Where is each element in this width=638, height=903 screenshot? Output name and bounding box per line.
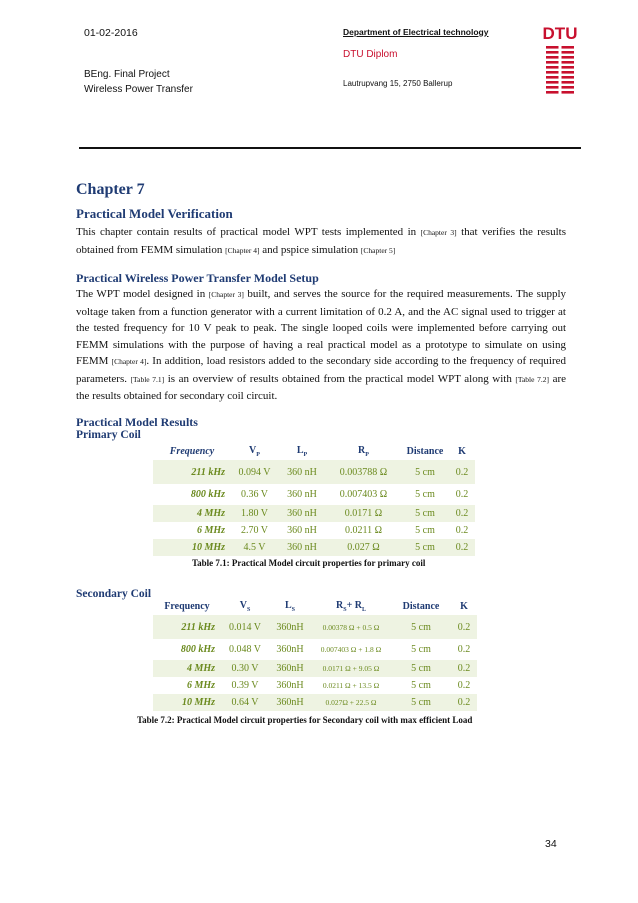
table1-caption: Table 7.1: Practical Model circuit properties for primary coil xyxy=(192,558,426,568)
results-heading: Practical Model Results xyxy=(76,415,198,429)
table2-caption: Table 7.2: Practical Model circuit properties for Secondary coil with max efficient Load xyxy=(137,715,473,725)
cell-frequency: 4 MHz xyxy=(153,505,231,522)
header-department: Department of Electrical technology xyxy=(343,27,489,37)
cell-resistance: 0.0171 Ω + 9.05 Ω xyxy=(311,660,391,677)
header-project-subtitle: Wireless Power Transfer xyxy=(84,84,193,95)
cell-frequency: 6 MHz xyxy=(186,680,215,691)
cell-k: 0.2 xyxy=(455,525,469,536)
table-header-row xyxy=(153,442,475,460)
table-row xyxy=(153,694,477,711)
table-row xyxy=(153,677,477,694)
cell-k: 0.2 xyxy=(457,644,471,655)
cell-inductance: 360 nH xyxy=(287,489,317,500)
table-row xyxy=(153,660,477,677)
header-diplom: DTU Diplom xyxy=(343,49,398,60)
cell-inductance: 360 nH xyxy=(278,460,326,484)
cell-voltage: 0.014 V xyxy=(221,615,269,639)
cell-voltage: 1.80 V xyxy=(231,505,278,522)
cell-frequency: 4 MHz xyxy=(153,660,221,677)
cell-distance: 5 cm xyxy=(401,539,449,556)
cell-distance: 5 cm xyxy=(415,489,435,500)
cell-resistance: 0.007403 Ω xyxy=(339,489,388,500)
header-project xyxy=(84,67,193,97)
secondary-coil-table xyxy=(153,597,477,711)
section-title: Practical Model Verification xyxy=(76,206,233,221)
cell-resistance: 0.007403 Ω + 1.8 Ω xyxy=(320,645,382,654)
cell-resistance: 0.0171 Ω xyxy=(326,505,401,522)
page-number: 34 xyxy=(545,838,557,850)
dtu-logo-icon xyxy=(543,22,577,102)
dtu-logo-text: DTU xyxy=(543,24,577,43)
setup-heading: Practical Wireless Power Transfer Model Setup xyxy=(76,271,319,285)
cell-k: 0.2 xyxy=(451,615,477,639)
cell-frequency: 211 kHz xyxy=(153,460,231,484)
table-header-row xyxy=(153,597,477,615)
setup-paragraph: The WPT model designed in [Chapter 3] built, and serves the source for the required measurements. The supply voltage taken from a function generator with a current limitation of 0.2 A, and the AC signal used to trigger at the tested frequency for 10 V peak to peak. The single looped coils were implemented before carrying out FEMM simulations with the purpose of having a real practical model as a prototype to simulate on using FEMM [Chapter 4]. In addition, load resistors added to the secondary side according to the frequency of required parameters. [Table 7.1] is an overview of results obtained from the practical model WPT along with [Table 7.2] are the results obtained for secondary coil circuit. xyxy=(76,288,567,402)
cell-voltage: 0.094 V xyxy=(231,460,278,484)
header-inductance: $L_P$ xyxy=(296,444,308,458)
cell-frequency: 211 kHz xyxy=(153,615,221,639)
cell-distance: 5 cm xyxy=(391,615,451,639)
header-address: Lautrupvang 15, 2750 Ballerup xyxy=(343,79,453,88)
header-inductance: $L_S$ xyxy=(284,599,295,613)
cell-k: 0.2 xyxy=(455,489,469,500)
cell-resistance: 0.0211 Ω + 13.5 Ω xyxy=(322,681,380,690)
cell-voltage: 2.70 V xyxy=(240,525,269,536)
cell-voltage: 0.39 V xyxy=(231,680,259,691)
cell-frequency: 800 kHz xyxy=(190,489,225,500)
cell-distance: 5 cm xyxy=(401,505,449,522)
cell-voltage: 0.36 V xyxy=(240,489,269,500)
intro-paragraph: This chapter contain results of practical model WPT tests implemented in [Chapter 3] that verifies the results obtained from FEMM simulation [Chapter 4] and pspice simulation [Chapter 5] xyxy=(76,226,566,256)
cell-resistance: 0.0211 Ω xyxy=(344,525,383,536)
primary-coil-heading: Primary Coil xyxy=(76,429,141,441)
secondary-coil-heading: Secondary Coil xyxy=(76,588,152,600)
cell-k: 0.2 xyxy=(451,694,477,711)
cell-k: 0.2 xyxy=(449,539,475,556)
table-row xyxy=(153,539,475,556)
header-distance: Distance xyxy=(402,600,440,612)
cell-inductance: 360nH xyxy=(276,680,304,691)
header-resistance: $R_S+ R_L$ xyxy=(335,599,366,613)
cell-frequency: 10 MHz xyxy=(153,694,221,711)
table-row xyxy=(153,639,477,660)
chapter-title: Chapter 7 xyxy=(76,181,145,198)
cell-distance: 5 cm xyxy=(391,660,451,677)
header-voltage: $V_S$ xyxy=(239,599,251,613)
cell-distance: 5 cm xyxy=(411,644,431,655)
cell-frequency: 10 MHz xyxy=(153,539,231,556)
cell-k: 0.2 xyxy=(457,680,471,691)
cell-inductance: 360nH xyxy=(276,644,304,655)
header-date: 01-02-2016 xyxy=(84,27,138,39)
cell-k: 0.2 xyxy=(451,660,477,677)
header-rule xyxy=(79,147,581,149)
header-frequency: Frequency xyxy=(164,600,210,612)
header-distance: Distance xyxy=(406,445,444,457)
header-voltage: $V_P$ xyxy=(249,444,260,458)
cell-inductance: 360 nH xyxy=(287,525,317,536)
cell-voltage: 0.64 V xyxy=(221,694,269,711)
table-row xyxy=(153,522,475,539)
table-row xyxy=(153,615,477,639)
cell-distance: 5 cm xyxy=(401,460,449,484)
table-row xyxy=(153,460,475,484)
cell-frequency: 6 MHz xyxy=(196,525,225,536)
cell-voltage: 4.5 V xyxy=(231,539,278,556)
cell-resistance: 0.00378 Ω + 0.5 Ω xyxy=(311,615,391,639)
table-row xyxy=(153,505,475,522)
header-k: K xyxy=(458,445,466,457)
header-project-title: BEng. Final Project xyxy=(84,69,170,80)
cell-resistance: 0.027 Ω xyxy=(326,539,401,556)
header-k: K xyxy=(460,600,468,612)
cell-inductance: 360nH xyxy=(269,660,311,677)
cell-inductance: 360nH xyxy=(269,615,311,639)
cell-voltage: 0.048 V xyxy=(228,644,262,655)
cell-distance: 5 cm xyxy=(411,680,431,691)
cell-distance: 5 cm xyxy=(415,525,435,536)
cell-k: 0.2 xyxy=(449,505,475,522)
cell-frequency: 800 kHz xyxy=(180,644,215,655)
cell-k: 0.2 xyxy=(449,460,475,484)
primary-coil-table xyxy=(153,442,475,556)
cell-inductance: 360nH xyxy=(269,694,311,711)
table-row xyxy=(153,484,475,505)
header-frequency: Frequency xyxy=(169,445,215,457)
cell-inductance: 360 nH xyxy=(278,539,326,556)
cell-voltage: 0.30 V xyxy=(221,660,269,677)
cell-resistance: 0.003788 Ω xyxy=(326,460,401,484)
cell-distance: 5 cm xyxy=(391,694,451,711)
cell-resistance: 0.027Ω + 22.5 Ω xyxy=(311,694,391,711)
header-resistance: $R_P$ xyxy=(358,444,369,458)
cell-inductance: 360 nH xyxy=(278,505,326,522)
